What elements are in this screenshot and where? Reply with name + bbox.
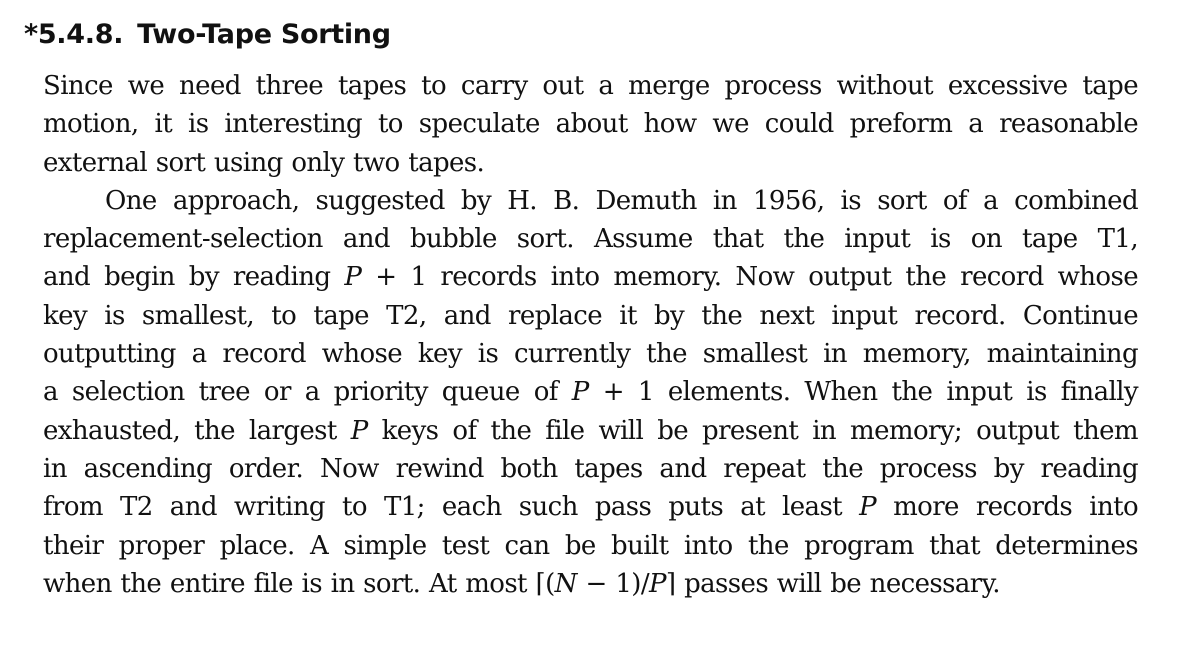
text-line: external sort using only two tapes. <box>43 147 485 178</box>
text-line: exhausted, the largest P keys of the file will be present in memory; output them <box>43 415 1138 446</box>
text-line: replacement-selection and bubble sort. Assume that the input is on tape T1, <box>43 224 1138 255</box>
text-line: Since we need three tapes to carry out a merge process without excessive tape <box>43 71 1138 101</box>
text-line: in ascending order. Now rewind both tapes and repeat the process by reading <box>43 453 1138 484</box>
text-line: and begin by reading P + 1 records into memory. Now output the record whose <box>43 262 1138 293</box>
section-title: Two-Tape Sorting <box>137 19 391 50</box>
text-line: a selection tree or a priority queue of P + 1 elements. When the input is finally <box>43 377 1138 408</box>
text-line: key is smallest, to tape T2, and replace it by the next input record. Continue <box>43 300 1138 331</box>
text-line: One approach, suggested by H. B. Demuth in 1956, is sort of a combined <box>105 185 1138 216</box>
section-body <box>43 67 1138 603</box>
text-line: when the entire file is in sort. At most ⌈(N − 1)/P⌉ passes will be necessary. <box>43 568 1000 599</box>
text-line: motion, it is interesting to speculate about how we could preform a reasonable <box>43 109 1138 140</box>
paragraph-2 <box>43 182 1138 603</box>
section-heading <box>24 16 391 54</box>
text-line: from T2 and writing to T1; each such pass puts at least P more records into <box>43 492 1138 523</box>
paragraph-1 <box>43 67 1138 182</box>
section-number: *5.4.8. <box>24 19 124 50</box>
text-line: outputting a record whose key is currently the smallest in memory, maintaining <box>43 339 1138 370</box>
text-line: their proper place. A simple test can be built into the program that determines <box>43 530 1138 561</box>
